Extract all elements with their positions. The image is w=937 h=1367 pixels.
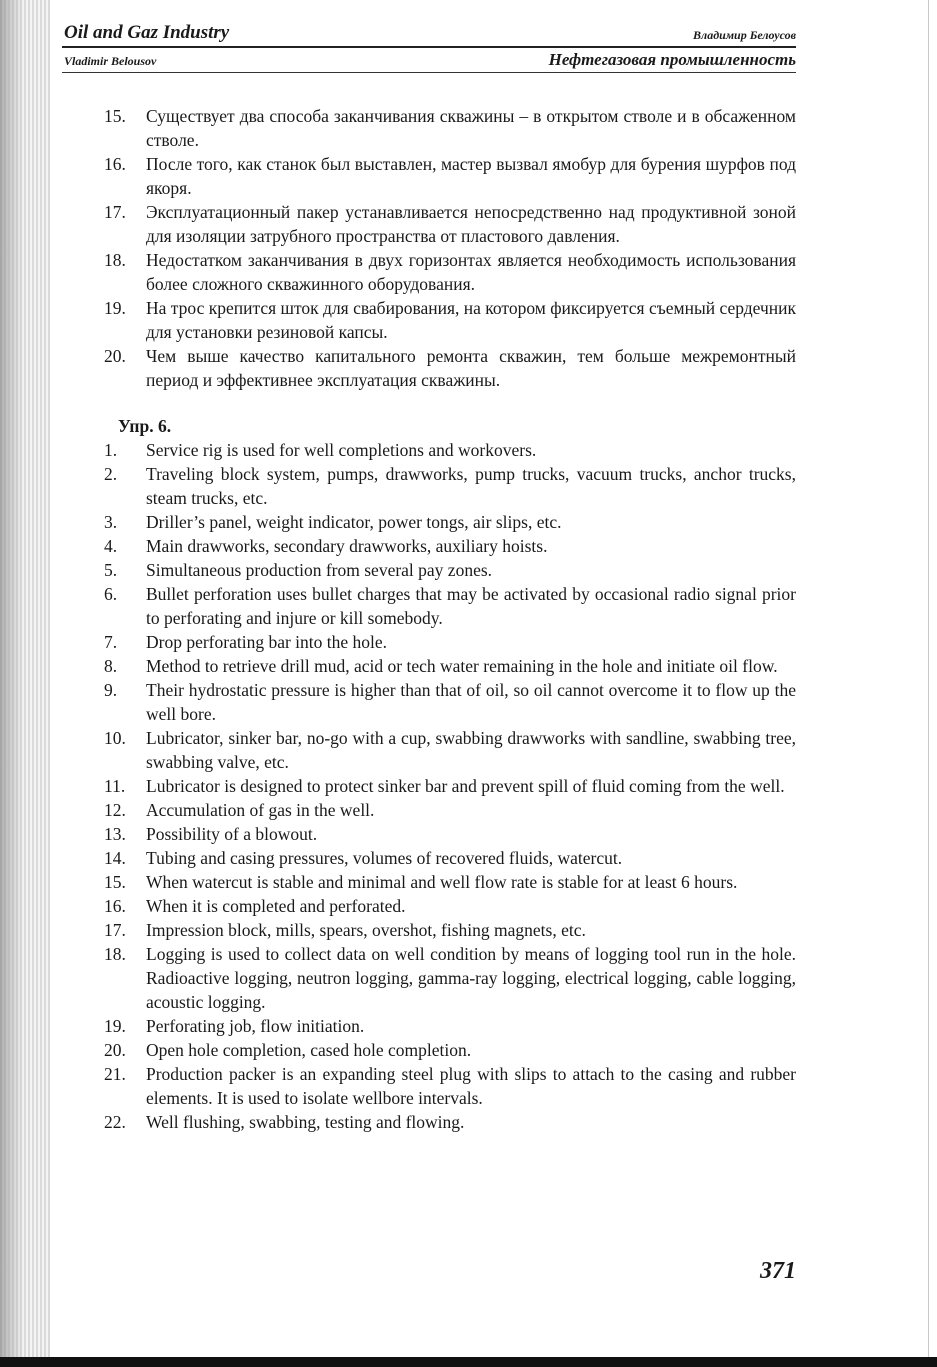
item-text: Impression block, mills, spears, overshot, fishing magnets, etc.	[146, 920, 586, 940]
list-item	[104, 104, 796, 152]
item-text: Possibility of a blowout.	[146, 824, 318, 844]
item-text: Driller’s panel, weight indicator, power tongs, air slips, etc.	[146, 512, 562, 532]
header-book-title-ru: Нефтегазовая промышленность	[548, 50, 796, 69]
item-number: 3.	[104, 512, 118, 532]
list-item	[104, 1110, 796, 1134]
item-text: When watercut is stable and minimal and well flow rate is stable for at least 6 hours.	[146, 872, 738, 892]
item-text: После того, как станок был выставлен, мастер вызвал ямобур для бурения шурфов под якоря.	[146, 154, 796, 198]
list-item	[104, 774, 796, 798]
list-item	[104, 1038, 796, 1062]
item-text: Logging is used to collect data on well condition by means of logging tool run in the hole. Radioactive logging, neutron logging, gamma-ray logging, electrical logging, cable logging, acoustic logging.	[146, 944, 796, 1012]
item-number: 17.	[104, 920, 126, 940]
item-number: 8.	[104, 656, 118, 676]
item-text: When it is completed and perforated.	[146, 896, 406, 916]
item-text: Perforating job, flow initiation.	[146, 1016, 365, 1036]
item-text: Bullet perforation uses bullet charges that may be activated by occasional radio signal prior to perforating and injure or kill somebody.	[146, 584, 796, 628]
header-rule-bottom	[62, 72, 796, 73]
item-text: Недостатком заканчивания в двух горизонтах является необходимость использования более сложного скважинного оборудования.	[146, 250, 796, 294]
item-text: Drop perforating bar into the hole.	[146, 632, 388, 652]
list-item	[104, 510, 796, 534]
item-number: 20.	[104, 346, 126, 366]
item-number: 22.	[104, 1112, 126, 1132]
item-number: 17.	[104, 202, 126, 222]
item-number: 16.	[104, 896, 126, 916]
list-item	[104, 438, 796, 462]
list-item	[104, 1062, 796, 1110]
item-number: 15.	[104, 872, 126, 892]
item-text: Lubricator is designed to protect sinker bar and prevent spill of fluid coming from the well.	[146, 776, 785, 796]
header-rule-top	[62, 46, 796, 48]
item-number: 2.	[104, 464, 118, 484]
item-text: Чем выше качество капитального ремонта скважин, тем больше межремонтный период и эффективнее эксплуатация скважины.	[146, 346, 796, 390]
list-item	[104, 1014, 796, 1038]
item-text: Service rig is used for well completions and workovers.	[146, 440, 537, 460]
list-item	[104, 726, 796, 774]
item-number: 7.	[104, 632, 118, 652]
item-number: 18.	[104, 250, 126, 270]
list-item	[104, 558, 796, 582]
item-number: 4.	[104, 536, 118, 556]
list-item	[104, 534, 796, 558]
exercise-title: Упр. 6.	[118, 416, 172, 436]
item-number: 13.	[104, 824, 126, 844]
list-item	[104, 846, 796, 870]
list-item	[104, 822, 796, 846]
list-item	[104, 462, 796, 510]
list-item	[104, 344, 796, 392]
item-text: Существует два способа заканчивания скважины – в открытом стволе и в обсаженном стволе.	[146, 106, 796, 150]
list-item	[104, 296, 796, 344]
list-item	[104, 798, 796, 822]
spine-edge-shadow	[0, 0, 24, 1367]
item-text: Эксплуатационный пакер устанавливается непосредственно над продуктивной зоной для изоляции затрубного пространства от пластового давления.	[146, 202, 796, 246]
item-text: Main drawworks, secondary drawworks, auxiliary hoists.	[146, 536, 548, 556]
item-number: 9.	[104, 680, 118, 700]
item-text: Tubing and casing pressures, volumes of recovered fluids, watercut.	[146, 848, 623, 868]
item-text: Method to retrieve drill mud, acid or tech water remaining in the hole and initiate oil flow.	[146, 656, 778, 676]
item-number: 10.	[104, 728, 126, 748]
header-book-title-en: Oil and Gaz Industry	[64, 22, 230, 43]
list-item	[104, 942, 796, 1014]
page-content	[104, 104, 796, 1134]
english-answer-list	[104, 438, 796, 1134]
page-edge-line	[928, 0, 929, 1360]
item-text: Production packer is an expanding steel plug with slips to attach to the casing and rubber elements. It is used to isolate wellbore intervals.	[146, 1064, 796, 1108]
item-text: Accumulation of gas in the well.	[146, 800, 375, 820]
item-text: Open hole completion, cased hole completion.	[146, 1040, 472, 1060]
item-number: 19.	[104, 1016, 126, 1036]
list-item	[104, 582, 796, 630]
item-number: 12.	[104, 800, 126, 820]
scan-bottom-edge	[0, 1357, 937, 1367]
list-item	[104, 870, 796, 894]
item-number: 21.	[104, 1064, 126, 1084]
russian-answer-list	[104, 104, 796, 392]
item-number: 6.	[104, 584, 118, 604]
item-text: Well flushing, swabbing, testing and flowing.	[146, 1112, 465, 1132]
list-item	[104, 894, 796, 918]
item-text: Simultaneous production from several pay zones.	[146, 560, 493, 580]
item-text: Lubricator, sinker bar, no-go with a cup, swabbing drawworks with sandline, swabbing tree, swabbing valve, etc.	[146, 728, 796, 772]
list-item	[104, 654, 796, 678]
item-number: 1.	[104, 440, 118, 460]
item-text: На трос крепится шток для свабирования, на котором фиксируется съемный сердечник для установки резиновой капсы.	[146, 298, 797, 342]
item-text: Traveling block system, pumps, drawworks, pump trucks, vacuum trucks, anchor trucks, steam trucks, etc.	[146, 464, 796, 508]
item-number: 11.	[104, 776, 126, 796]
list-item	[104, 248, 796, 296]
list-item	[104, 630, 796, 654]
item-number: 16.	[104, 154, 126, 174]
list-item	[104, 918, 796, 942]
item-number: 14.	[104, 848, 126, 868]
item-number: 19.	[104, 298, 126, 318]
list-item	[104, 152, 796, 200]
item-number: 20.	[104, 1040, 126, 1060]
page-number: 371	[760, 1258, 796, 1284]
item-number: 15.	[104, 106, 126, 126]
item-text: Their hydrostatic pressure is higher than that of oil, so oil cannot overcome it to flow up the well bore.	[146, 680, 796, 724]
header-author-ru: Владимир Белоусов	[693, 28, 796, 42]
list-item	[104, 678, 796, 726]
header-author-en: Vladimir Belousov	[64, 54, 157, 68]
item-number: 18.	[104, 944, 126, 964]
item-number: 5.	[104, 560, 118, 580]
list-item	[104, 200, 796, 248]
